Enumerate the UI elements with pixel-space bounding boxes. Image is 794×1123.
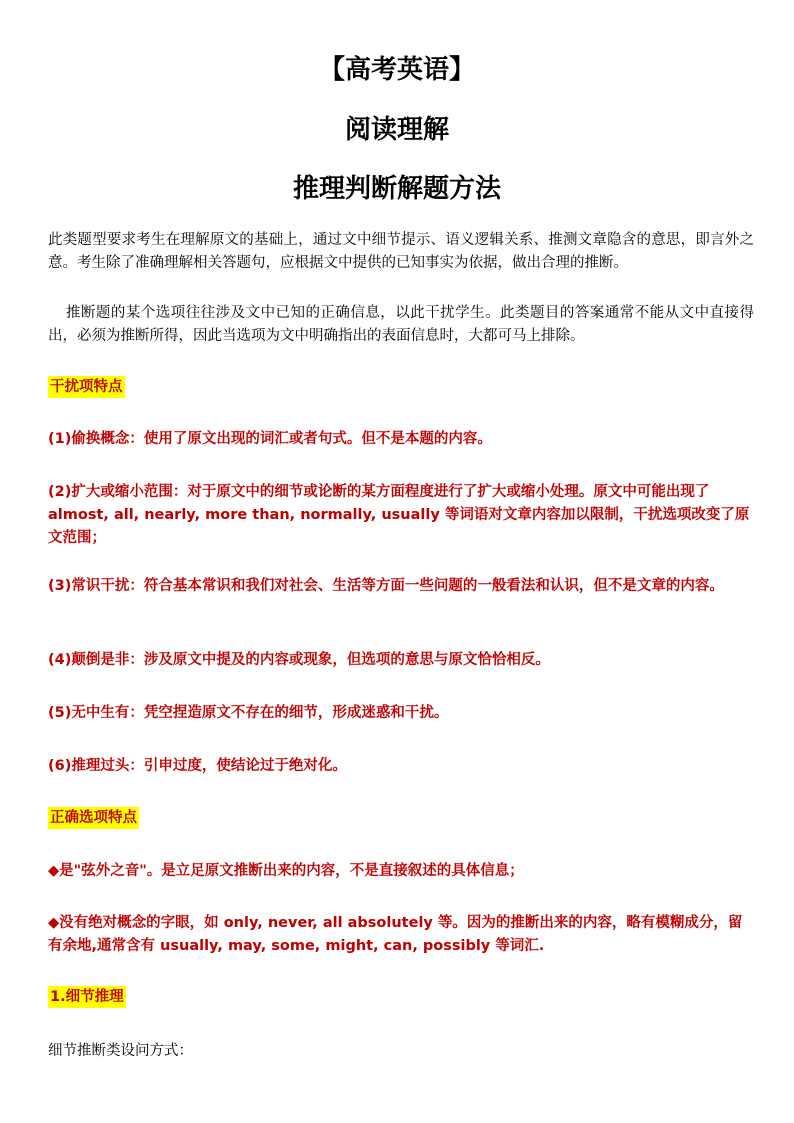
distractor-item-6: (6)推理过头：引申过度，使结论过于绝对化。 xyxy=(48,758,347,774)
distractor-item-4: (4)颠倒是非：涉及原文中提及的内容或现象，但选项的意思与原文恰恰相反。 xyxy=(48,652,550,668)
distractor-item-3: (3)常识干扰：符合基本常识和我们对社会、生活等方面一些问题的一般看法和认识，但不是文章的内容。 xyxy=(48,578,724,594)
intro-paragraph-2: 推断题的某个选项往往涉及文中已知的正确信息，以此干扰学生。此类题目的答案通常不能从文中直接得出，必须为推断所得，因此当选项为文中明确指出的表面信息时，大都可马上排除。 xyxy=(48,305,754,344)
correct-feature-item-2: ◆没有绝对概念的字眼，如 only, never, all absolutely 等。因为的推断出来的内容，略有模糊成分，留有余地,通常含有 usually, may, some, might, can, possibly 等词汇. xyxy=(48,915,743,954)
intro-paragraph-1: 此类题型要求考生在理解原文的基础上，通过文中细节提示、语义逻辑关系、推测文章隐含的意思，即言外之意。考生除了准确理解相关答题句，应根据文中提供的已知事实为依据，做出合理的推断。 xyxy=(48,232,754,271)
distractor-item-5: (5)无中生有：凭空捏造原文不存在的细节，形成迷惑和干扰。 xyxy=(48,705,449,721)
distractor-features-heading: 干扰项特点 xyxy=(48,376,125,398)
distractor-item-2: (2)扩大或缩小范围：对于原文中的细节或论断的某方面程度进行了扩大或缩小处理。原文中可能出现了 almost, all, nearly, more than, normally, usually 等词语对文章内容加以限制，干扰选项改变了原文范围； xyxy=(48,484,750,546)
detail-inference-text: 细节推断类设问方式： xyxy=(48,1043,193,1059)
correct-feature-item-1: ◆是"弦外之音"。是立足原文推断出来的内容，不是直接叙述的具体信息； xyxy=(48,863,524,879)
correct-option-features-heading: 正确选项特点 xyxy=(48,807,139,829)
detail-inference-heading: 1.细节推理 xyxy=(48,986,126,1008)
document-topic-title: 推理判断解题方法 xyxy=(292,174,501,204)
document-subtitle: 阅读理解 xyxy=(344,115,449,145)
document-title: 【高考英语】 xyxy=(318,55,475,85)
distractor-item-1: (1)偷换概念：使用了原文出现的词汇或者句式。但不是本题的内容。 xyxy=(48,431,492,447)
